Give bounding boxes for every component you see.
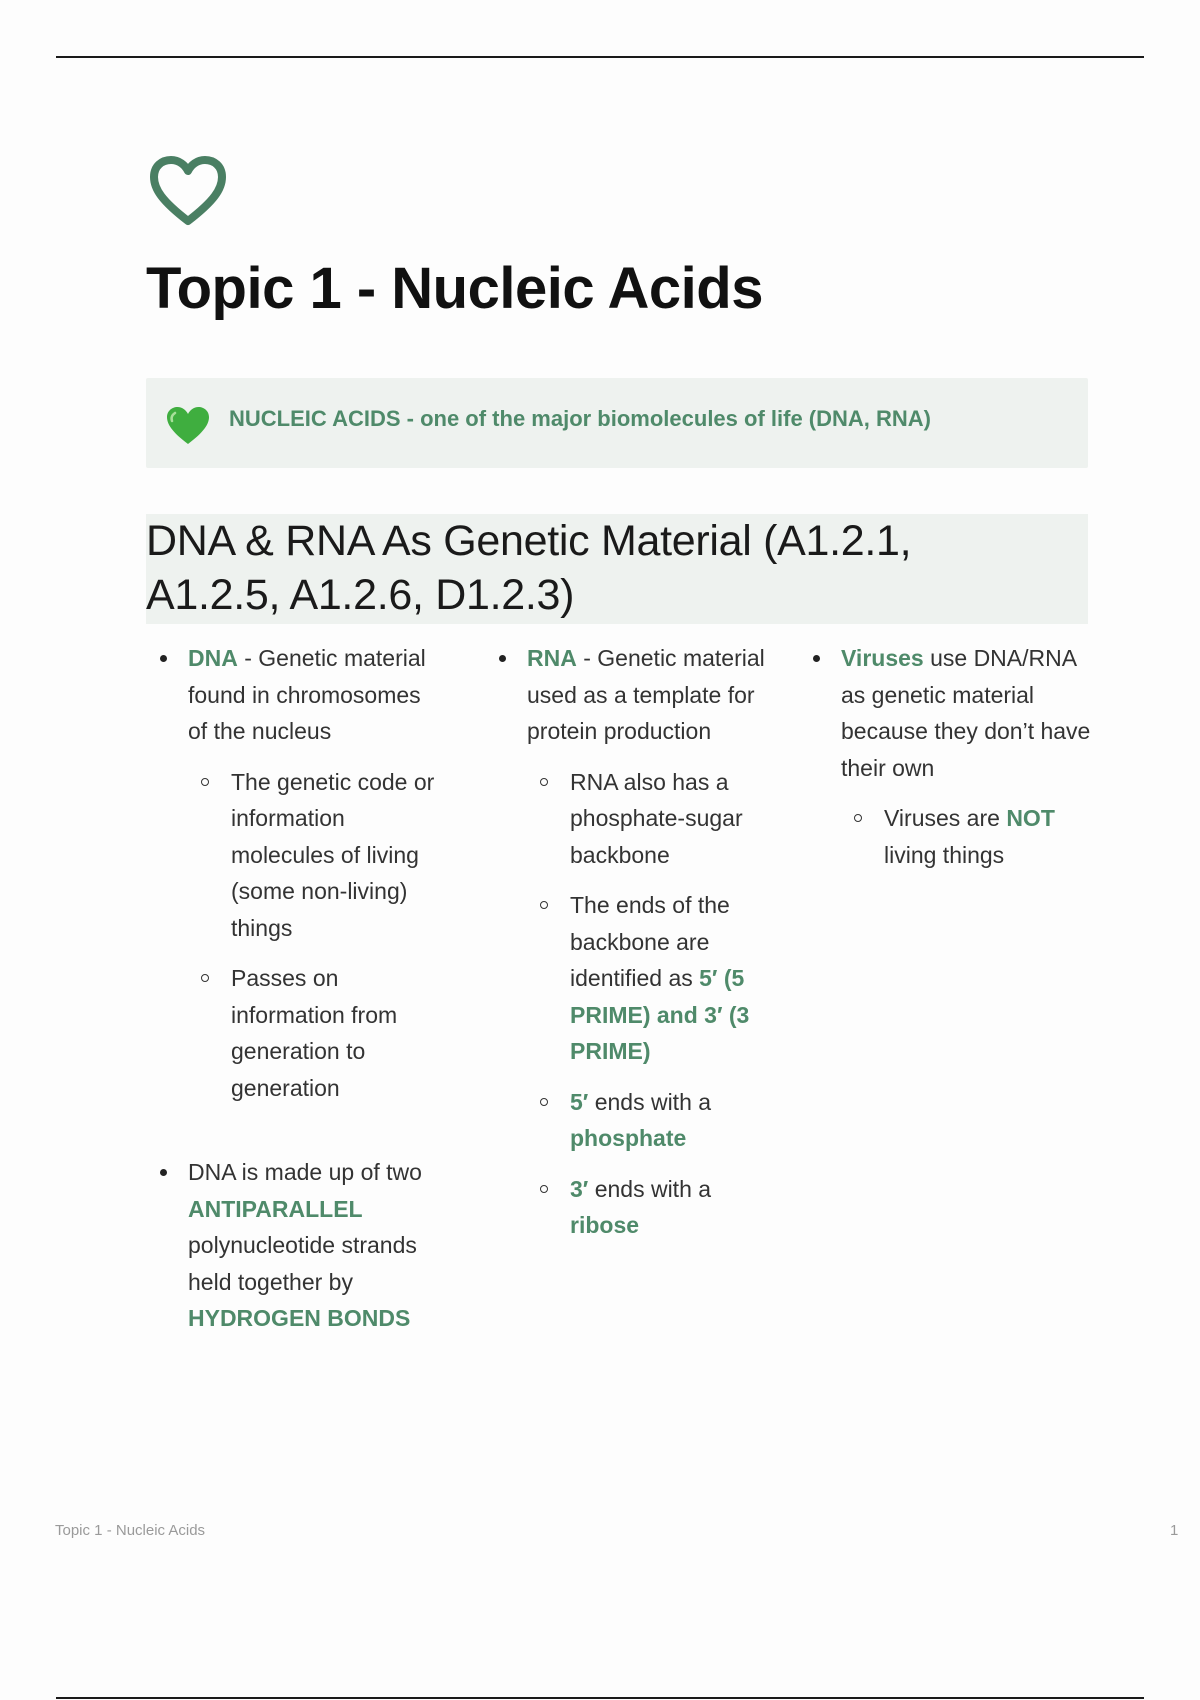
footer-title: Topic 1 - Nucleic Acids bbox=[55, 1522, 206, 1539]
viruses-not-living-text-b: living things bbox=[884, 841, 1005, 868]
callout-box bbox=[146, 378, 1088, 468]
list-item-dna bbox=[146, 640, 446, 1106]
dna-description: - Genetic material found in chromosomes of the nucleus bbox=[188, 645, 426, 744]
section-heading-block bbox=[146, 514, 1088, 624]
list-item-rna bbox=[485, 640, 785, 1244]
term-5-and-3-prime: 5′ (5 PRIME) and 3′ (3 PRIME) bbox=[570, 965, 750, 1064]
rna-description: - Genetic material used as a template for protein production bbox=[527, 645, 765, 744]
term-dna: DNA bbox=[188, 645, 238, 671]
section-heading-line-1: DNA & RNA As Genetic Material (A1.2.1, bbox=[146, 517, 912, 565]
sub-item-genetic-code: The genetic code or information molecules of living (some non-living) things bbox=[188, 764, 446, 947]
dna-structure-text-b: polynucleotide strands held together by bbox=[188, 1232, 417, 1295]
list-item-viruses bbox=[799, 640, 1099, 873]
viruses-description: use DNA/RNA as genetic material because they don’t have their own bbox=[841, 645, 1091, 781]
green-heart-emoji-icon bbox=[166, 406, 210, 446]
5-prime-text: ends with a bbox=[588, 1088, 712, 1115]
section-heading bbox=[146, 514, 1088, 622]
column-dna bbox=[146, 640, 446, 1337]
term-5-prime: 5′ bbox=[570, 1088, 589, 1115]
3-prime-text: ends with a bbox=[588, 1175, 712, 1202]
page-title: Topic 1 - Nucleic Acids bbox=[146, 256, 763, 321]
heart-outline-icon bbox=[148, 155, 228, 229]
term-rna: RNA bbox=[527, 645, 577, 671]
column-rna bbox=[485, 640, 785, 1258]
term-hydrogen-bonds: HYDROGEN BONDS bbox=[188, 1305, 411, 1331]
dna-structure-text-a: DNA is made up of two bbox=[188, 1159, 422, 1185]
sub-item-viruses-not-living bbox=[841, 800, 1099, 873]
term-not: NOT bbox=[1006, 805, 1055, 831]
term-phosphate: phosphate bbox=[570, 1125, 687, 1151]
footer-page-number: 1 bbox=[1170, 1522, 1179, 1539]
callout-text: NUCLEIC ACIDS - one of the major biomolecules of life (DNA, RNA) bbox=[229, 406, 931, 431]
term-ribose: ribose bbox=[570, 1212, 640, 1238]
top-rule bbox=[56, 56, 1144, 58]
section-heading-line-2: A1.2.5, A1.2.6, D1.2.3) bbox=[146, 571, 575, 619]
backbone-ends-text: The ends of the backbone are identified as bbox=[570, 892, 730, 991]
term-viruses: Viruses bbox=[841, 645, 924, 671]
term-3-prime: 3′ bbox=[570, 1175, 589, 1202]
sub-item-backbone-ends bbox=[527, 887, 785, 1070]
sub-item-5-prime bbox=[527, 1084, 785, 1157]
column-viruses bbox=[799, 640, 1099, 887]
sub-item-passes-info: Passes on information from generation to generation bbox=[188, 960, 446, 1106]
sub-item-rna-backbone: RNA also has a phosphate-sugar backbone bbox=[527, 764, 785, 874]
bottom-rule bbox=[56, 1697, 1144, 1699]
sub-item-3-prime bbox=[527, 1171, 785, 1244]
list-item-dna-structure bbox=[146, 1154, 446, 1337]
viruses-not-living-text-a: Viruses are bbox=[884, 805, 1007, 831]
term-antiparallel: ANTIPARALLEL bbox=[188, 1195, 363, 1222]
